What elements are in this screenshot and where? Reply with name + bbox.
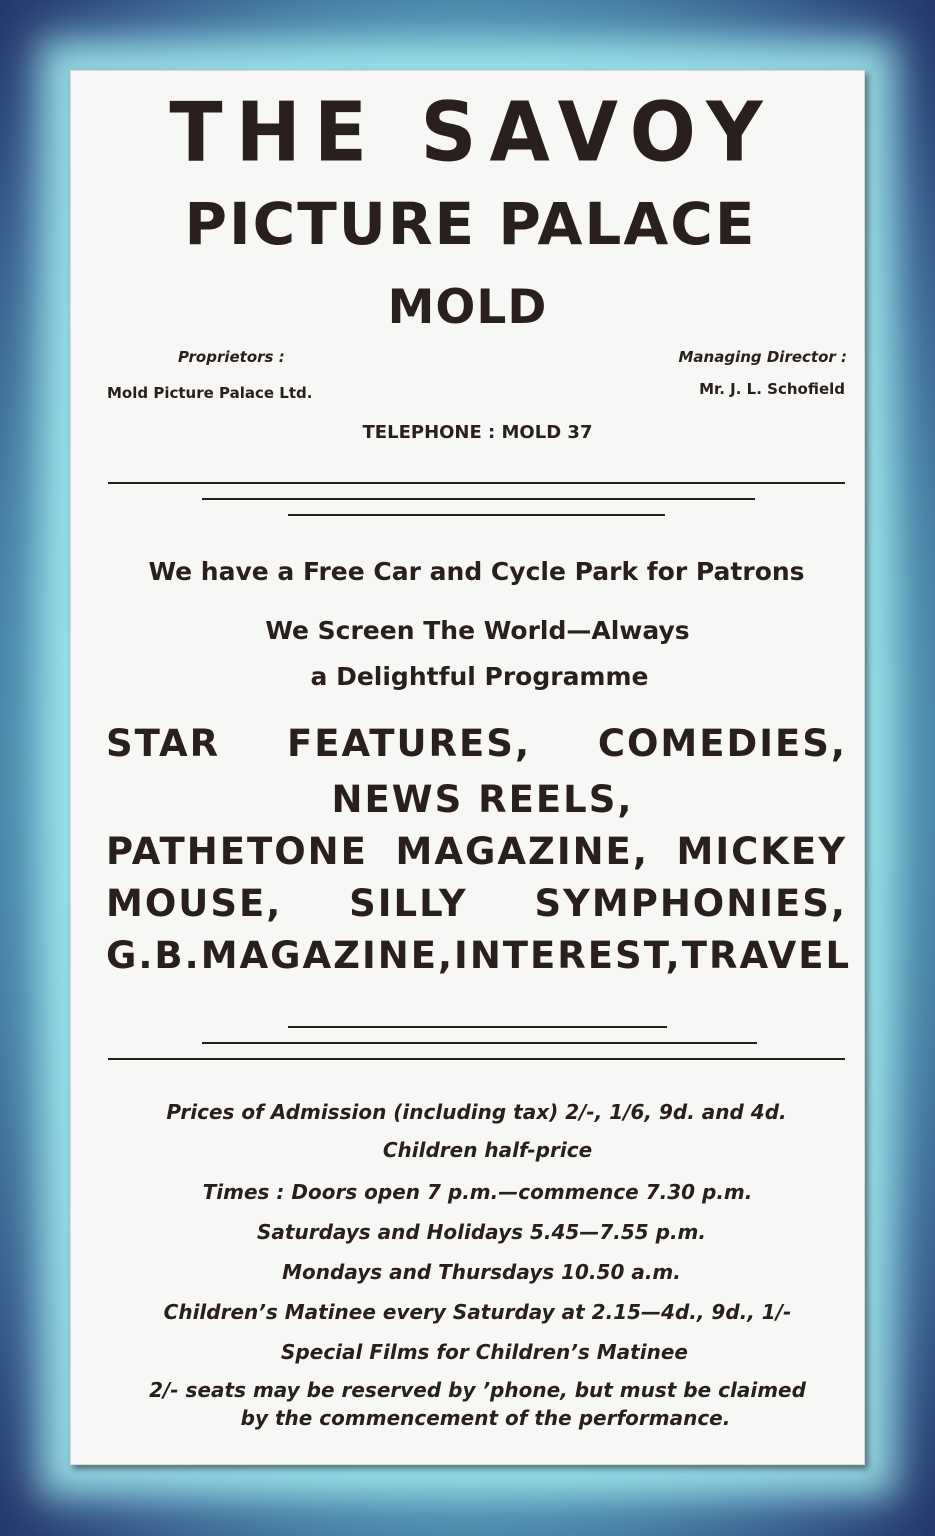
divider-bottom-1 <box>288 1026 667 1028</box>
car-park-line: We have a Free Car and Cycle Park for Patrons <box>148 557 805 586</box>
divider-bottom-2 <box>202 1042 757 1044</box>
feature-word: MAGAZINE, <box>395 830 649 873</box>
features-row-5 <box>106 934 852 977</box>
cinema-town: MOLD <box>387 280 548 335</box>
feature-word: INTEREST, <box>454 934 682 977</box>
divider-top-1 <box>108 482 845 484</box>
special-films-line: Special Films for Children’s Matinee <box>281 1340 688 1364</box>
feature-word: FEATURES, <box>286 722 532 765</box>
feature-word: MOUSE, <box>106 882 283 925</box>
director-value: Mr. J. L. Schofield <box>699 380 845 398</box>
feature-word: TRAVEL <box>681 934 852 977</box>
feature-word: G.B. <box>106 934 201 977</box>
features-row-1 <box>106 722 847 765</box>
children-price-line: Children half-price <box>382 1138 593 1162</box>
reserve-line-1: 2/- seats may be reserved by ’phone, but must be claimed <box>149 1378 806 1402</box>
divider-top-2 <box>202 498 755 500</box>
features-row-2: NEWS REELS, <box>331 778 634 821</box>
matinee-line: Children’s Matinee every Saturday at 2.15—4d., 9d., 1/- <box>163 1300 792 1324</box>
proprietors-value: Mold Picture Palace Ltd. <box>107 384 313 402</box>
features-row-3 <box>106 830 847 873</box>
times-line: Times : Doors open 7 p.m.—commence 7.30 p.m. <box>202 1180 753 1204</box>
telephone: TELEPHONE : MOLD 37 <box>362 422 593 443</box>
feature-word: SYMPHONIES, <box>534 882 847 925</box>
mondays-line: Mondays and Thursdays 10.50 a.m. <box>282 1260 681 1284</box>
feature-word: COMEDIES, <box>597 722 847 765</box>
savoy-advertisement <box>70 70 865 1465</box>
saturdays-line: Saturdays and Holidays 5.45—7.55 p.m. <box>257 1220 706 1244</box>
feature-word: MAGAZINE, <box>200 934 455 977</box>
divider-bottom-3 <box>108 1058 845 1060</box>
divider-top-3 <box>288 514 665 516</box>
reserve-line-2: by the commencement of the performance. <box>240 1406 731 1430</box>
screen-world-line: We Screen The World—Always <box>265 616 690 645</box>
feature-word: SILLY <box>349 882 468 925</box>
cinema-title: THE SAVOY <box>169 85 776 181</box>
director-label: Managing Director : <box>678 348 847 366</box>
cinema-subtitle: PICTURE PALACE <box>184 190 757 258</box>
feature-word: MICKEY <box>676 830 847 873</box>
proprietors-label: Proprietors : <box>178 348 285 366</box>
feature-word: PATHETONE <box>106 830 368 873</box>
prices-line: Prices of Admission (including tax) 2/-, 1/6, 9d. and 4d. <box>166 1100 787 1124</box>
programme-line: a Delightful Programme <box>310 662 649 691</box>
feature-word: STAR <box>106 722 221 765</box>
features-row-4 <box>106 882 847 925</box>
